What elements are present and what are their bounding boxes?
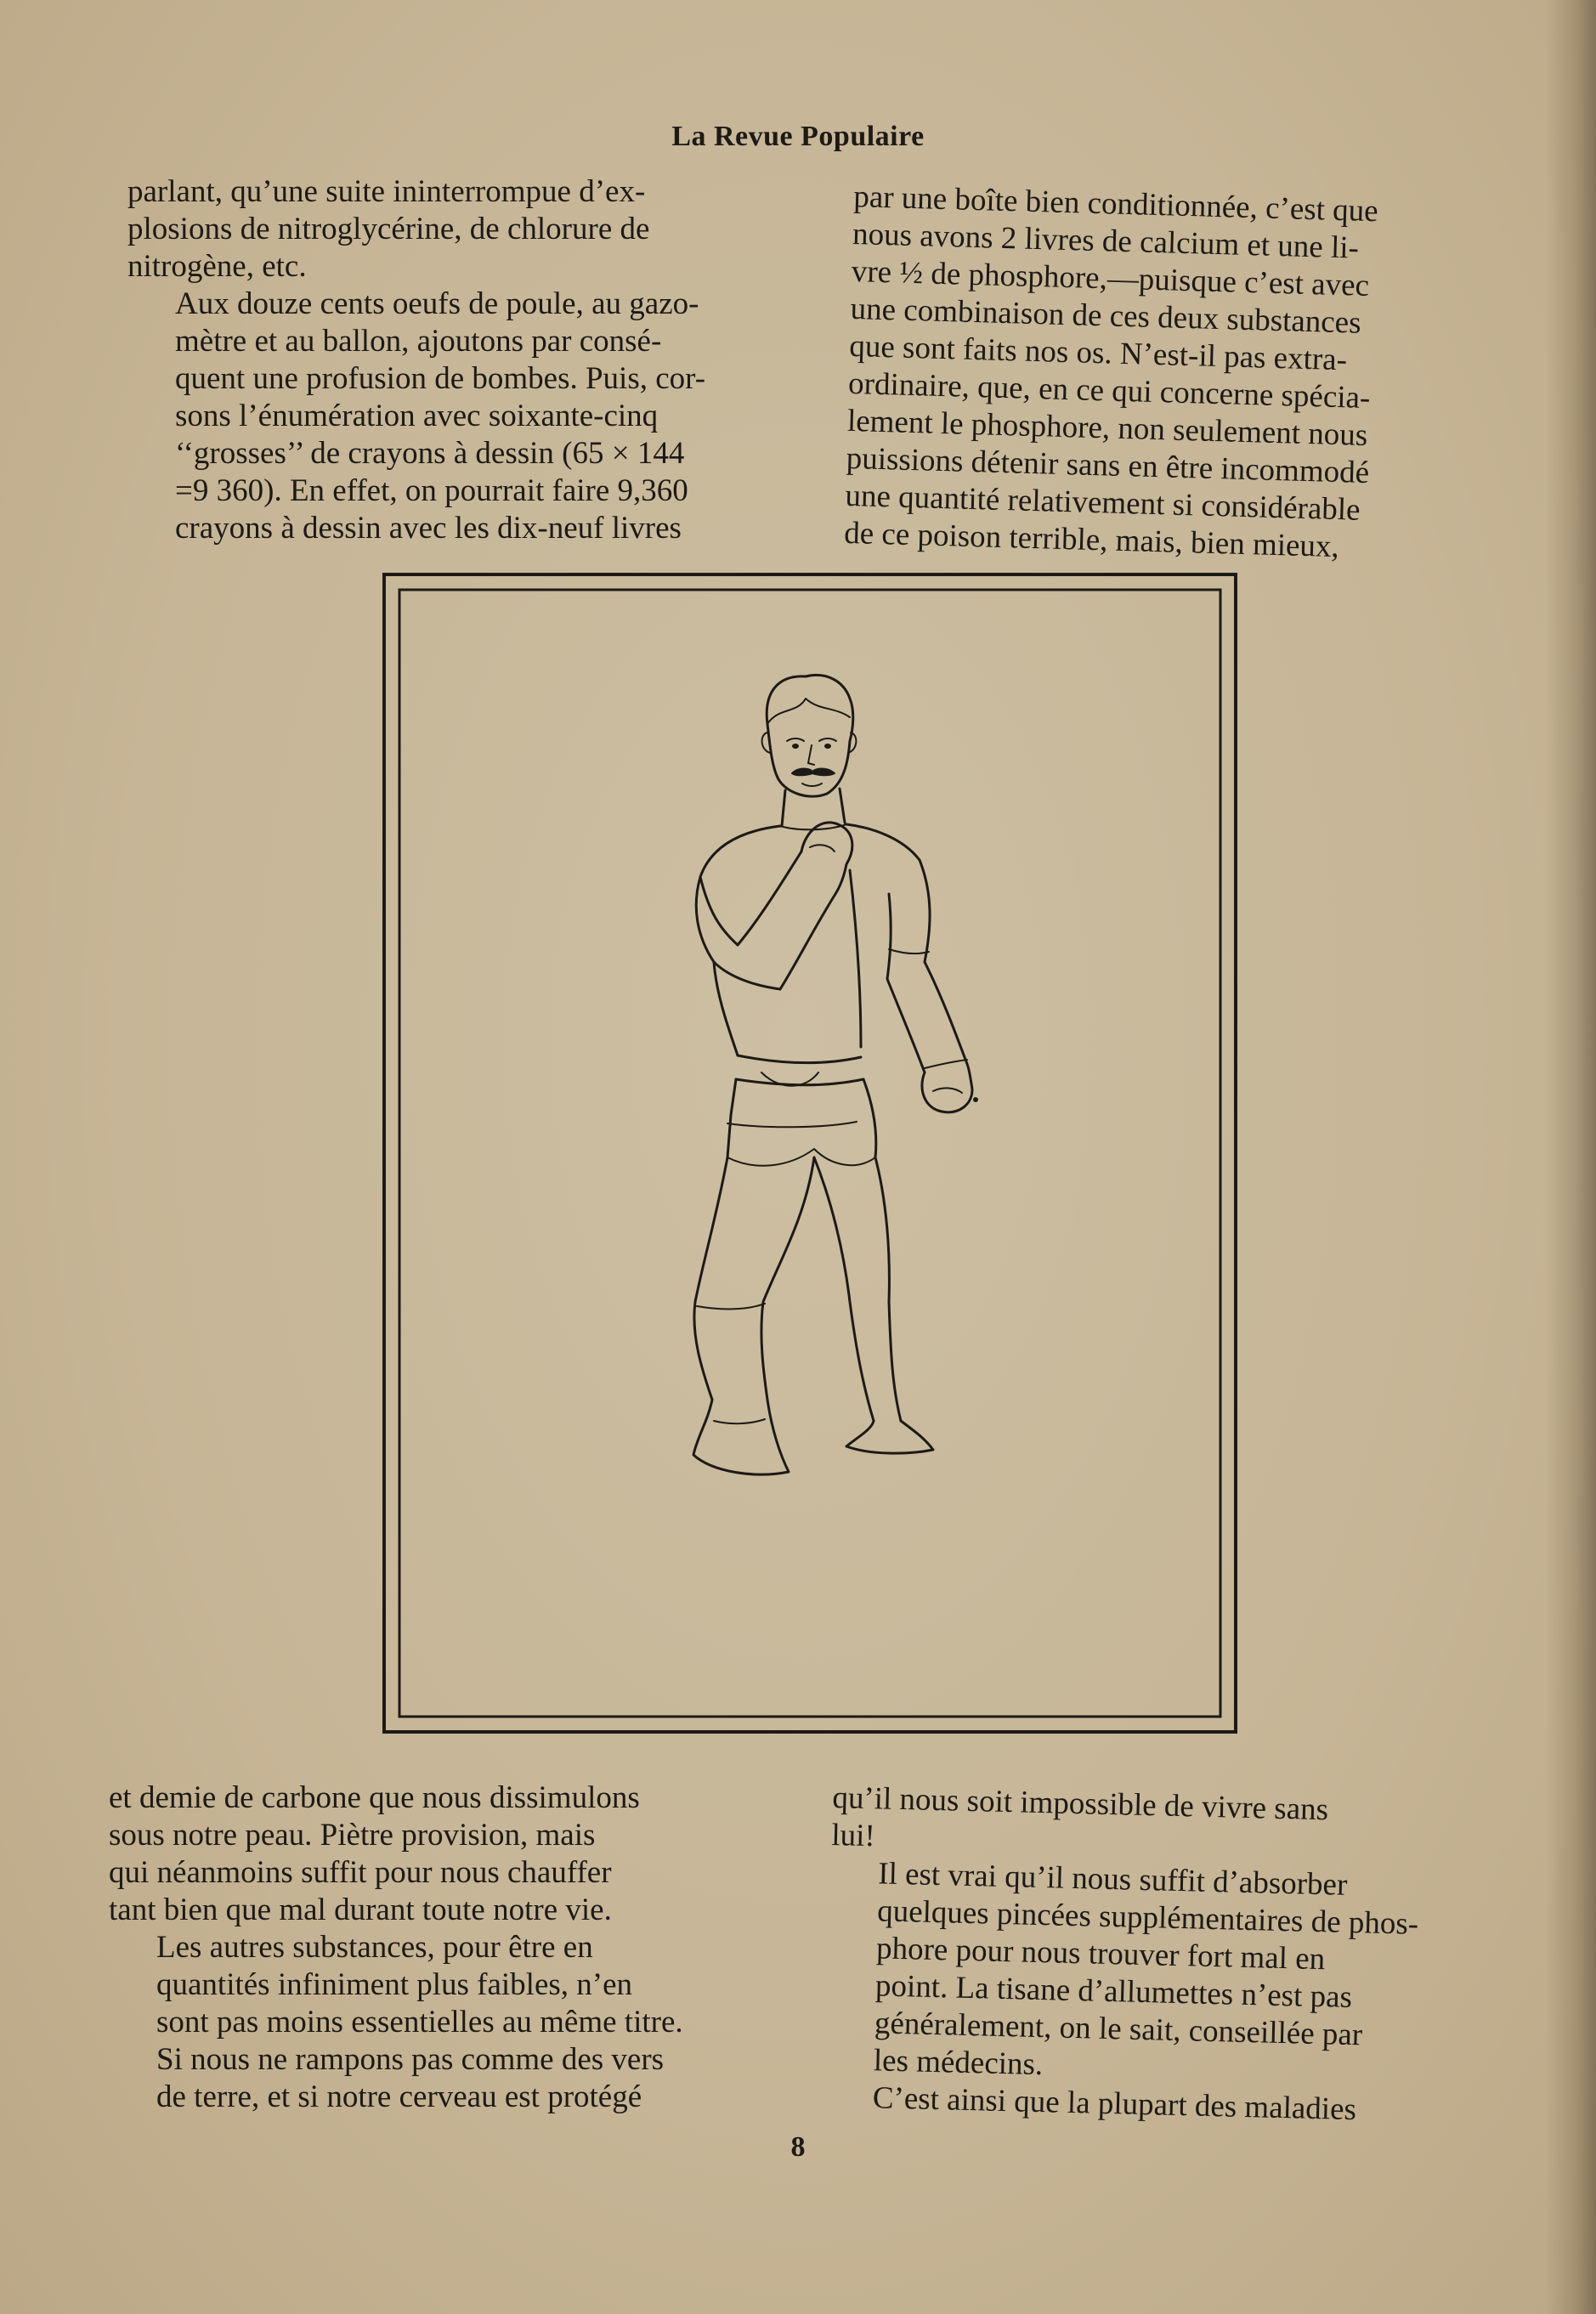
text-line: qu’il nous soit impossible de vivre sans xyxy=(831,1779,1329,1828)
text-line: parlant, qu’une suite ininterrompue d’ex- xyxy=(127,174,646,209)
text-line: lui! xyxy=(830,1817,876,1854)
text-line: quent une profusion de bombes. Puis, cor- xyxy=(175,361,706,396)
column-bottom-left xyxy=(109,1779,789,2116)
column-top-right xyxy=(844,178,1534,571)
text-line: point. La tisane d’allumettes n’est pas xyxy=(874,1968,1353,2015)
text-line: mètre et au ballon, ajoutons par consé- xyxy=(175,324,662,359)
paragraph xyxy=(844,178,1534,571)
text-line: une combinaison de ces deux substances xyxy=(850,291,1362,341)
paragraph xyxy=(825,1854,1510,2095)
text-line: =9 360). En effet, on pourrait faire 9,360 xyxy=(175,473,688,508)
text-line: sous notre peau. Piètre provision, mais xyxy=(109,1818,596,1853)
figure-frame-outer xyxy=(384,574,1236,1732)
text-line: qui néanmoins suffit pour nous chauffer xyxy=(109,1855,612,1890)
text-line: C’est ainsi que la plupart des maladies xyxy=(872,2080,1357,2128)
figure-frame-inner xyxy=(399,590,1220,1717)
text-line: vre ½ de phosphore,—puisque c’est avec xyxy=(851,253,1370,303)
text-line: ordinaire, que, en ce qui concerne spécia- xyxy=(847,365,1371,416)
text-line: Si nous ne rampons pas comme des vers xyxy=(156,2042,665,2077)
text-line: tant bien que mal durant toute notre vie. xyxy=(109,1893,612,1927)
text-line: quantités infiniment plus faibles, n’en xyxy=(156,1967,633,2002)
text-line: que sont faits nos os. N’est-il pas extra- xyxy=(848,328,1348,378)
text-line: Les autres substances, pour être en xyxy=(156,1930,593,1965)
text-line: plosions de nitroglycérine, de chlorure de xyxy=(127,212,650,246)
text-line: une quantité relativement si considérable xyxy=(844,478,1361,528)
page-number: 8 xyxy=(790,2131,806,2163)
text-line: ‘‘grosses’’ de crayons à dessin (65 × 144 xyxy=(175,436,685,471)
text-line: puissions détenir sans en être incommodé xyxy=(846,440,1370,491)
text-line: nitrogène, etc. xyxy=(127,249,307,284)
text-line: de ce poison terrible, mais, bien mieux, xyxy=(843,515,1340,565)
paragraph xyxy=(127,173,807,286)
strongman-figure xyxy=(693,675,978,1474)
page-spine-shadow xyxy=(1545,0,1596,2314)
strongman-illustration xyxy=(381,571,1242,1735)
text-line: phore pour nous trouver fort mal en xyxy=(875,1931,1326,1977)
text-line: sons l’énumération avec soixante-cinq xyxy=(175,399,659,433)
column-top-left xyxy=(127,173,807,547)
paragraph xyxy=(127,286,807,547)
text-line: par une boîte bien conditionnée, c’est que xyxy=(852,178,1379,229)
text-line: crayons à dessin avec les dix-neuf livres xyxy=(175,511,682,546)
text-line: de terre, et si notre cerveau est protégé xyxy=(156,2079,642,2114)
text-line: les médecins. xyxy=(873,2043,1044,2083)
column-bottom-right xyxy=(824,1779,1512,2132)
text-line: nous avons 2 livres de calcium et une li- xyxy=(852,216,1360,266)
text-line: lement le phosphore, non seulement nous xyxy=(846,403,1368,453)
text-line: généralement, on le sait, conseillée par xyxy=(874,2006,1363,2053)
text-line: sont pas moins essentielles au même titre. xyxy=(156,2005,683,2040)
text-line: Aux douze cents oeufs de poule, au gazo- xyxy=(175,286,699,321)
running-header: La Revue Populaire xyxy=(671,121,925,152)
paragraph xyxy=(109,1779,789,1929)
text-line: Il est vrai qu’il nous suffit d’absorber xyxy=(877,1856,1348,1903)
paragraph xyxy=(109,1929,789,2116)
text-line: quelques pincées supplémentaires de phos- xyxy=(876,1893,1419,1942)
text-line: et demie de carbone que nous dissimulons xyxy=(109,1780,640,1815)
